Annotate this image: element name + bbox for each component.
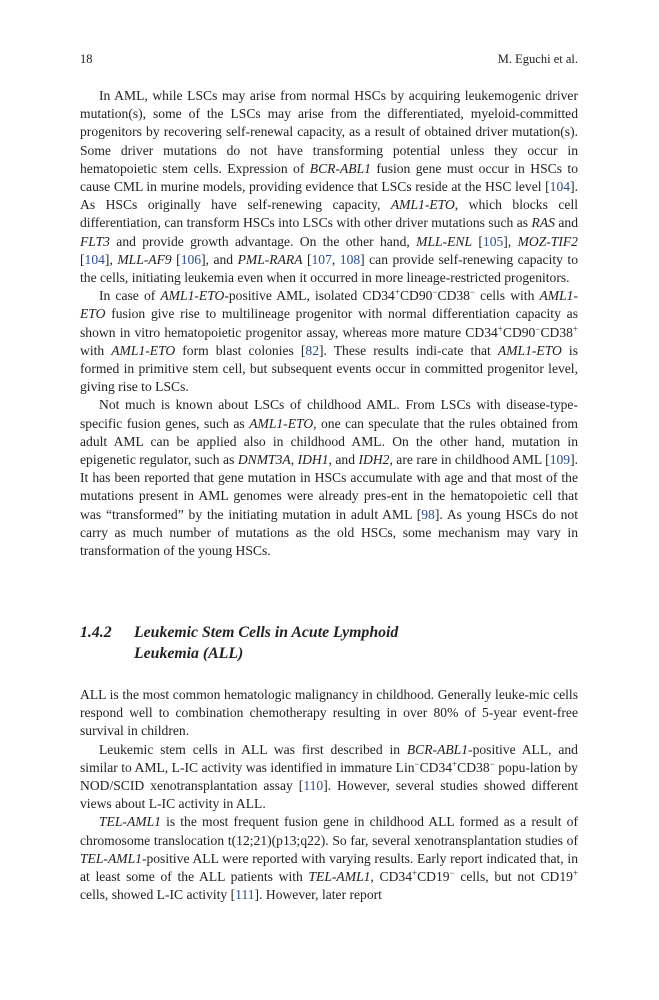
paragraph: Leukemic stem cells in ALL was first described in BCR-ABL1-positive ALL, and similar to AML, L-IC activity was identified in immature Lin−CD34+CD38− popu-lation by NOD/SCID xenotransplantation assay [110]. However, several studies showed different views about L-IC activity in ALL. bbox=[80, 741, 579, 812]
section-title-line1: Leukemic Stem Cells in Acute Lymphoid bbox=[134, 624, 399, 641]
citation-link[interactable]: 82 bbox=[305, 342, 319, 358]
paragraph: Not much is known about LSCs of childhood AML. From LSCs with disease-type-specific fusion genes, such as AML1-ETO, one can speculate that the rules obtained from adult AML can be applied also in childhood AML. On the other hand, mutation in epigenetic regulator, such as DNMT3A, IDH1, and IDH2, are rare in childhood AML [109]. It has been reported that gene mutation in HSCs accumulate with age and that most of the mutations present in AML genomes were already pres-ent in the hematopoietic cell that was “transformed” by the initiating mutation in adult AML [98]. As young HSCs do not carry as much number of mutations as the old HSCs, some mechanism may vary in transformation of the young HSCs. bbox=[80, 397, 579, 559]
citation-link[interactable]: 106 bbox=[180, 251, 202, 267]
citation-link[interactable]: 105 bbox=[482, 233, 504, 249]
citation-link[interactable]: 109 bbox=[549, 452, 571, 468]
paragraph: TEL-AML1 is the most frequent fusion gene in childhood ALL formed as a result of chromosome translocation t(12;21)(p13;q22). So far, several xenotransplantation studies of TEL-AML1-positive ALL were reported with varying results. Early report indicated that, in at least some of the ALL patients with TEL-AML1, CD34+CD19− cells, but not CD19+ cells, showed L-IC activity [111]. However, later report bbox=[80, 814, 579, 903]
paragraph: ALL is the most common hematologic malignancy in childhood. Generally leuke-mic cells respond well to combination chemotherapy resulting in over 80% of 5-year event-free survival in children. bbox=[80, 687, 578, 739]
citation-link[interactable]: 107 bbox=[311, 251, 332, 267]
citation-link[interactable]: 111 bbox=[235, 887, 255, 903]
citation-link[interactable]: 104 bbox=[549, 179, 571, 195]
section-heading bbox=[80, 622, 578, 664]
citation-link[interactable]: 110 bbox=[303, 778, 324, 794]
citation-link[interactable]: 98 bbox=[421, 506, 435, 522]
section-number: 1.4.2 bbox=[80, 624, 112, 641]
paragraph: In case of AML1-ETO-positive AML, isolated CD34+CD90−CD38− cells with AML1-ETO fusion give rise to multilineage progenitor with normal differentiation capacity as shown in vitro hematopoietic progenitor assay, whereas more mature CD34+CD90−CD38+ with AML1-ETO form blast colonies [82]. These results indi-cate that AML1-ETO is formed in primitive stem cell, but subsequent events occur in committed progenitor level, giving rise to LSCs. bbox=[80, 287, 578, 395]
running-head-authors: M. Eguchi et al. bbox=[497, 52, 578, 66]
citation-link[interactable]: 104 bbox=[84, 251, 105, 267]
paragraph: In AML, while LSCs may arise from normal HSCs by acquiring leukemogenic driver mutation(s), some of the LSCs may arise from the differentiated, myeloid-committed progenitors by recovering self-renewal capacity, as a result of obtained driver mutation(s). Some driver mutations do not have transforming potential unless they occur in hematopoietic stem cells. Expression of BCR-ABL1 fusion gene must occur in HSCs to cause CML in murine models, providing evidence that LSCs reside at the HSC level [104]. As HSCs originally have self-renewing capacity, AML1-ETO, which blocks cell differentiation, can transform HSCs into LSCs with other driver mutations such as RAS and FLT3 and provide growth advantage. On the other hand, MLL-ENL [105], MOZ-TIF2 [104], MLL-AF9 [106], and PML-RARA [107, 108] can provide self-renewing capacity to the cells, initiating leukemia even when it occurred in more lineage-restricted progenitors. bbox=[80, 88, 578, 286]
body-text-bottom bbox=[80, 686, 578, 904]
body-text-top bbox=[80, 87, 578, 560]
section-title-line2: Leukemia (ALL) bbox=[134, 645, 244, 662]
citation-link[interactable]: 108 bbox=[339, 251, 361, 267]
page-number: 18 bbox=[80, 52, 93, 66]
